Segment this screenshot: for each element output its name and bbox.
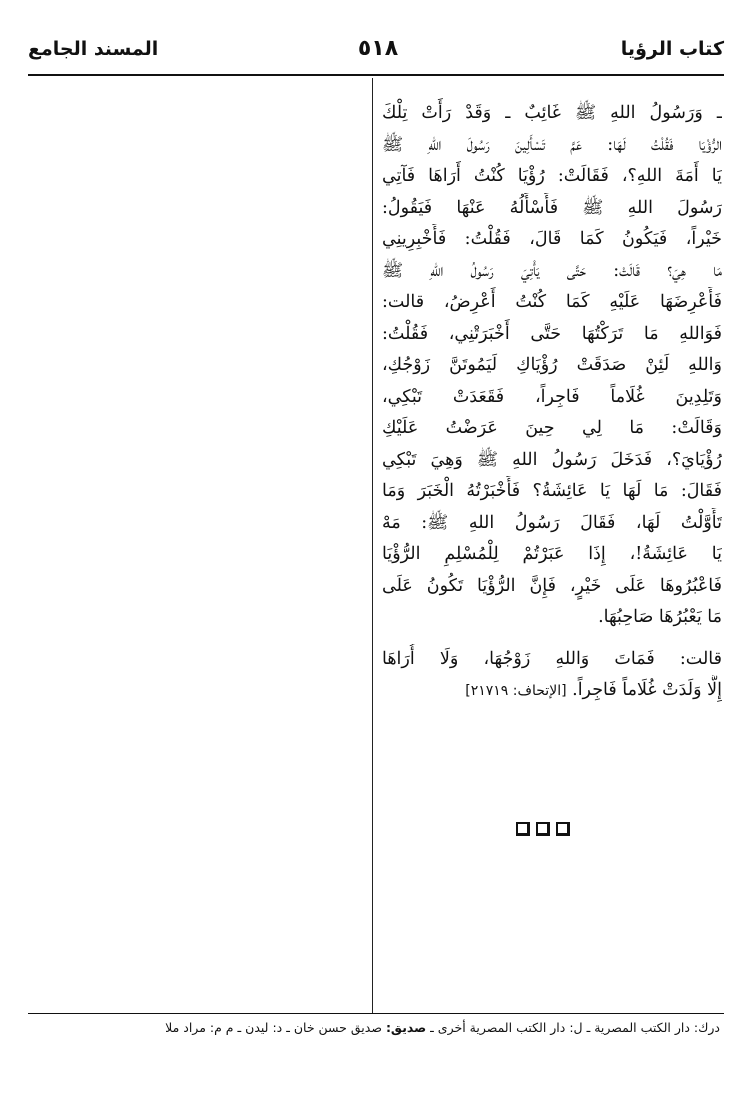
text-line: مَا يَعْبُرُهَا صَاحِبُهَا.	[598, 607, 722, 627]
footer-prefix: درك: دار الكتب المصرية ـ ل: دار الكتب المصرية أخرى ـ	[426, 1020, 720, 1035]
square-icon	[536, 822, 550, 836]
text-line: يَا أَمَةَ اللهِ؟، فَقَالَتْ: رُؤْيَا كُنْتُ أَرَاهَا فَآتِي	[382, 166, 722, 186]
text-line: الرُّؤْيَا فَقُلْتُ لَهَا: عَمَّ تَسْأَلِينَ رَسُولَ اللهِ ﷺ	[382, 134, 722, 155]
text-line: خَيْراً، فَيَكُونُ كَمَا قَالَ، فَقُلْتُ: فَأَخْبِرِينِي	[382, 229, 722, 249]
text-line: وَاللهِ لَئِنْ صَدَقَتْ رُؤْيَاكِ لَيَمُوتَنَّ زَوْجُكِ،	[382, 355, 722, 375]
footer-rule	[28, 1013, 724, 1014]
section-end-ornament	[516, 822, 570, 836]
page-header	[28, 36, 724, 72]
text-line: فَقَالَ: مَا لَهَا يَا عَائِشَةُ؟ فَأَخْبَرْتُهُ الْخَبَرَ وَمَا	[382, 481, 722, 501]
square-icon	[516, 822, 530, 836]
text-line: رَسُولَ اللهِ ﷺ فَأَسْأَلُهُ عَنْهَا فَيَقُولُ:	[382, 197, 722, 218]
text-line: وَقَالَتْ: مَا لِي حِينَ عَرَضْتُ عَلَيْكِ	[382, 418, 722, 438]
text-line: ـ وَرَسُولُ اللهِ ﷺ غَائِبٌ ـ وَقَدْ رَأَتْ تِلْكَ	[382, 103, 722, 123]
hadith-text	[382, 98, 722, 707]
footer-suffix: صديق حسن خان ـ د: ليدن ـ م م: مراد ملا	[165, 1020, 386, 1035]
header-rule	[28, 74, 724, 76]
manuscript-sigla-footer	[20, 1020, 720, 1035]
source-reference: [الإتحاف: ٢١٧١٩]	[465, 683, 567, 699]
text-line: فَأَعْرِضَهَا عَلَيْهِ كَمَا كُنْتُ أَعْرِضُ، قالت:	[382, 292, 722, 312]
collection-title: المسند الجامع	[28, 38, 159, 60]
paragraph-gap	[382, 634, 722, 644]
closing-line-with-reference	[382, 675, 722, 707]
page-number: ٥١٨	[357, 36, 399, 61]
square-icon	[556, 822, 570, 836]
text-line: يَا عَائِشَةُ!، إِذَا عَبَرْتُمْ لِلْمُسْلِمِ الرُّؤْيَا	[382, 544, 722, 564]
column-divider	[372, 78, 373, 1013]
text-line: تَأَوَّلْتُ لَهَا، فَقَالَ رَسُولُ اللهِ ﷺ: مَهْ	[382, 512, 722, 533]
closing-line: قالت: فَمَاتَ وَاللهِ زَوْجُهَا، وَلَا أُرَاهَا	[382, 648, 722, 669]
text-line: رُؤْيَايَ؟، فَدَخَلَ رَسُولُ اللهِ ﷺ وَهِيَ تَبْكِي	[382, 449, 722, 470]
footer-bold: صديق:	[385, 1020, 427, 1035]
text-line: فَاعْبُرُوهَا عَلَى خَيْرٍ، فَإِنَّ الرُّؤْيَا تَكُونُ عَلَى	[382, 575, 722, 596]
text-line: مَا هِيَ؟ قَالَتْ: حَتَّى يَأْتِيَ رَسُولُ اللهِ ﷺ	[382, 260, 722, 281]
book-title: كتاب الرؤيا	[620, 38, 724, 60]
text-line: وَتَلِدِينَ غُلَاماً فَاجِراً، فَقَعَدَتْ تَبْكِي،	[382, 386, 722, 407]
closing-line: إِلَّا وَلَدَتْ غُلَاماً فَاجِراً.	[572, 680, 722, 700]
text-line: فَوَاللهِ مَا تَرَكْتُهَا حَتَّى أَخْبَرَتْنِي، فَقُلْتُ:	[382, 323, 722, 344]
